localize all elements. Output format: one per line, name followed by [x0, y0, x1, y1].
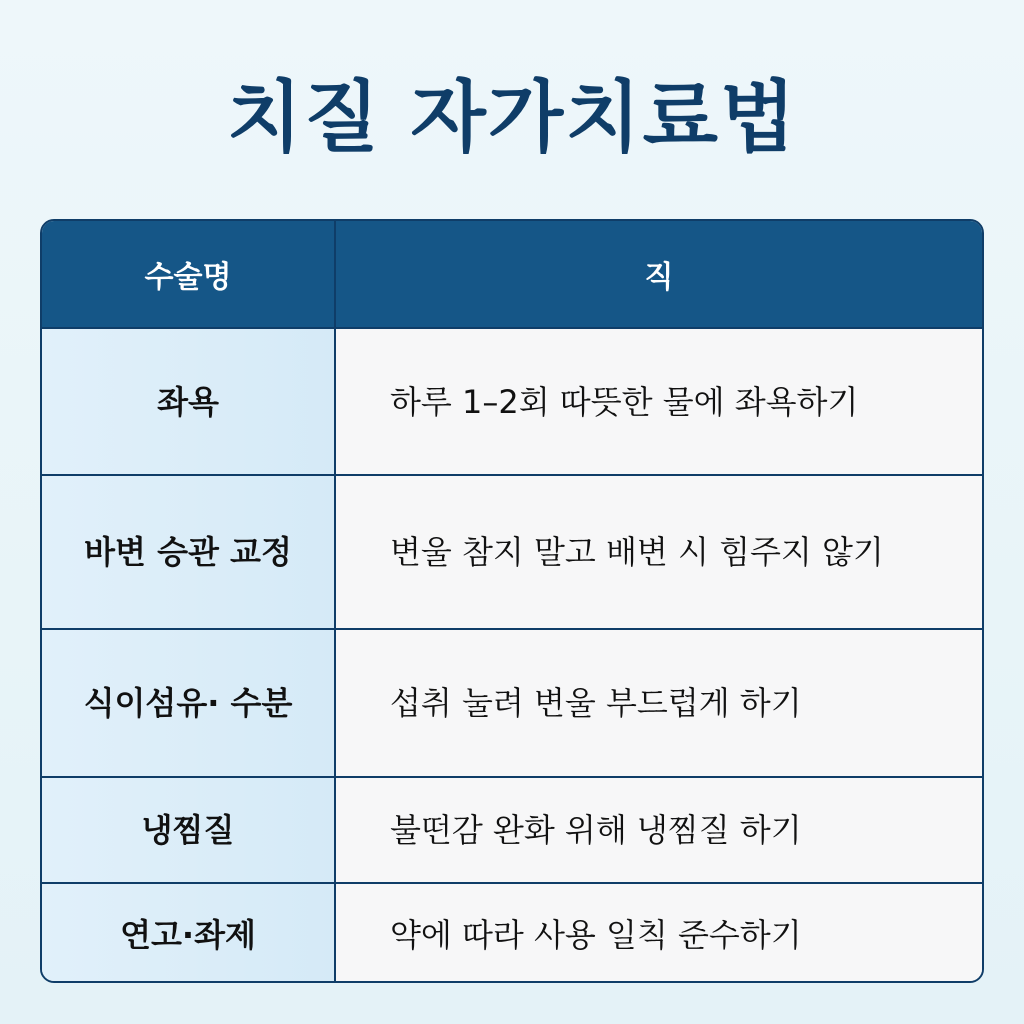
table-header-row [42, 221, 982, 328]
row-name: 냉찜질 [42, 777, 335, 883]
table-row [42, 629, 982, 777]
column-header-name: 수술명 [42, 221, 335, 328]
row-description: 하루 1–2회 따뜻한 물에 좌욕하기 [335, 328, 982, 475]
guide-table [42, 221, 982, 983]
table-row [42, 777, 982, 883]
column-header-description: 직 [335, 221, 982, 328]
row-name: 바변 승관 교정 [42, 475, 335, 629]
row-name: 연고·좌제 [42, 883, 335, 983]
table-row [42, 883, 982, 983]
row-name: 좌욕 [42, 328, 335, 475]
row-description: 불떤감 완화 위해 냉찜질 하기 [335, 777, 982, 883]
row-description: 약에 따라 사용 일칙 준수하기 [335, 883, 982, 983]
row-description: 섭취 눌려 변울 부드럽게 하기 [335, 629, 982, 777]
table-row [42, 475, 982, 629]
page-title: 치질 자가치료법 [226, 73, 798, 163]
row-name: 식이섬유· 수분 [42, 629, 335, 777]
row-description: 변울 참지 말고 배변 시 힘주지 않기 [335, 475, 982, 629]
table-row [42, 328, 982, 475]
self-care-table [40, 219, 984, 983]
